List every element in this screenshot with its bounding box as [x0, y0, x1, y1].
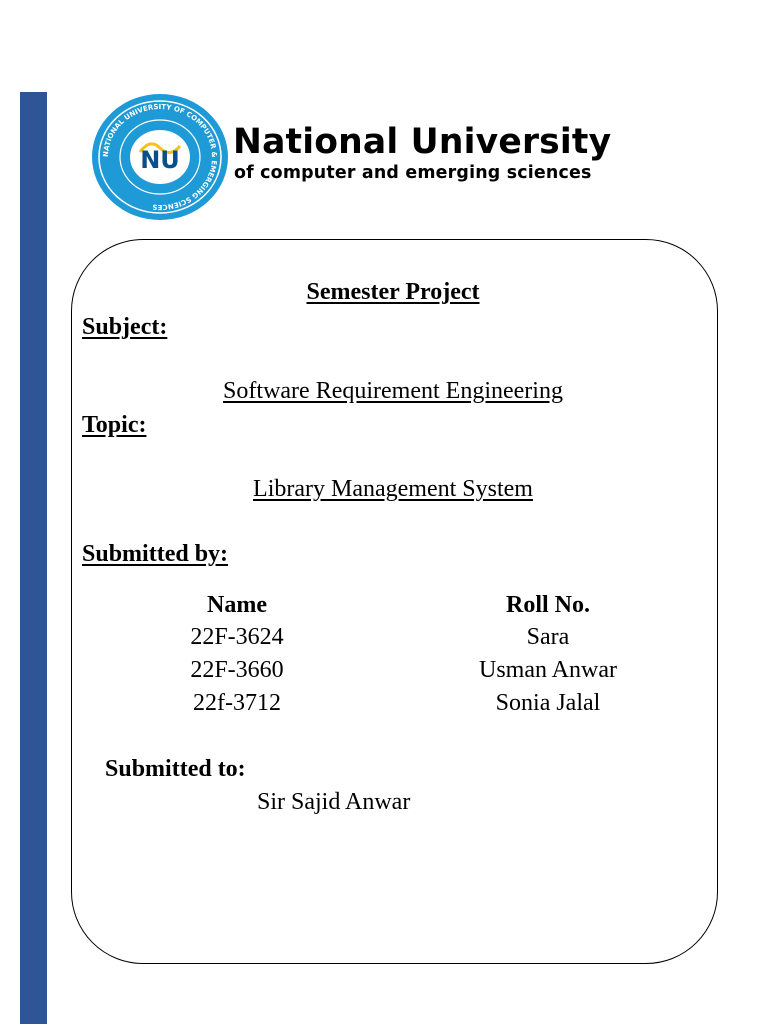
topic-label: Topic:: [82, 412, 147, 438]
table-cell-name: 22F-3624: [190, 624, 284, 650]
subject-value: Software Requirement Engineering: [223, 378, 563, 404]
table-cell-roll: Usman Anwar: [479, 657, 617, 683]
document-title: Semester Project: [306, 279, 480, 305]
subject-label: Subject:: [82, 314, 168, 340]
seal-nu-monogram: NU: [140, 146, 180, 174]
submitted-by-label: Submitted by:: [82, 541, 229, 567]
submitted-to-label: Submitted to:: [105, 756, 246, 782]
topic-value: Library Management System: [253, 476, 533, 502]
table-header-name: Name: [207, 592, 267, 618]
table-cell-name: 22F-3660: [190, 657, 284, 683]
university-seal-logo: [90, 92, 230, 222]
cover-page-frame: [71, 239, 718, 964]
decorative-side-bar: [20, 92, 47, 1024]
table-header-roll: Roll No.: [506, 592, 590, 618]
table-cell-roll: Sonia Jalal: [495, 690, 601, 716]
seal-ring-text: NATIONAL UNIVERSITY OF COMPUTER & EMERGING SCIENCES: [101, 102, 219, 212]
table-cell-name: 22f-3712: [193, 690, 281, 716]
university-tagline: of computer and emerging sciences: [234, 163, 592, 183]
table-cell-roll: Sara: [526, 624, 570, 650]
submitted-to-value: Sir Sajid Anwar: [257, 789, 411, 815]
university-name: National University: [233, 122, 612, 162]
university-header: [90, 92, 660, 222]
